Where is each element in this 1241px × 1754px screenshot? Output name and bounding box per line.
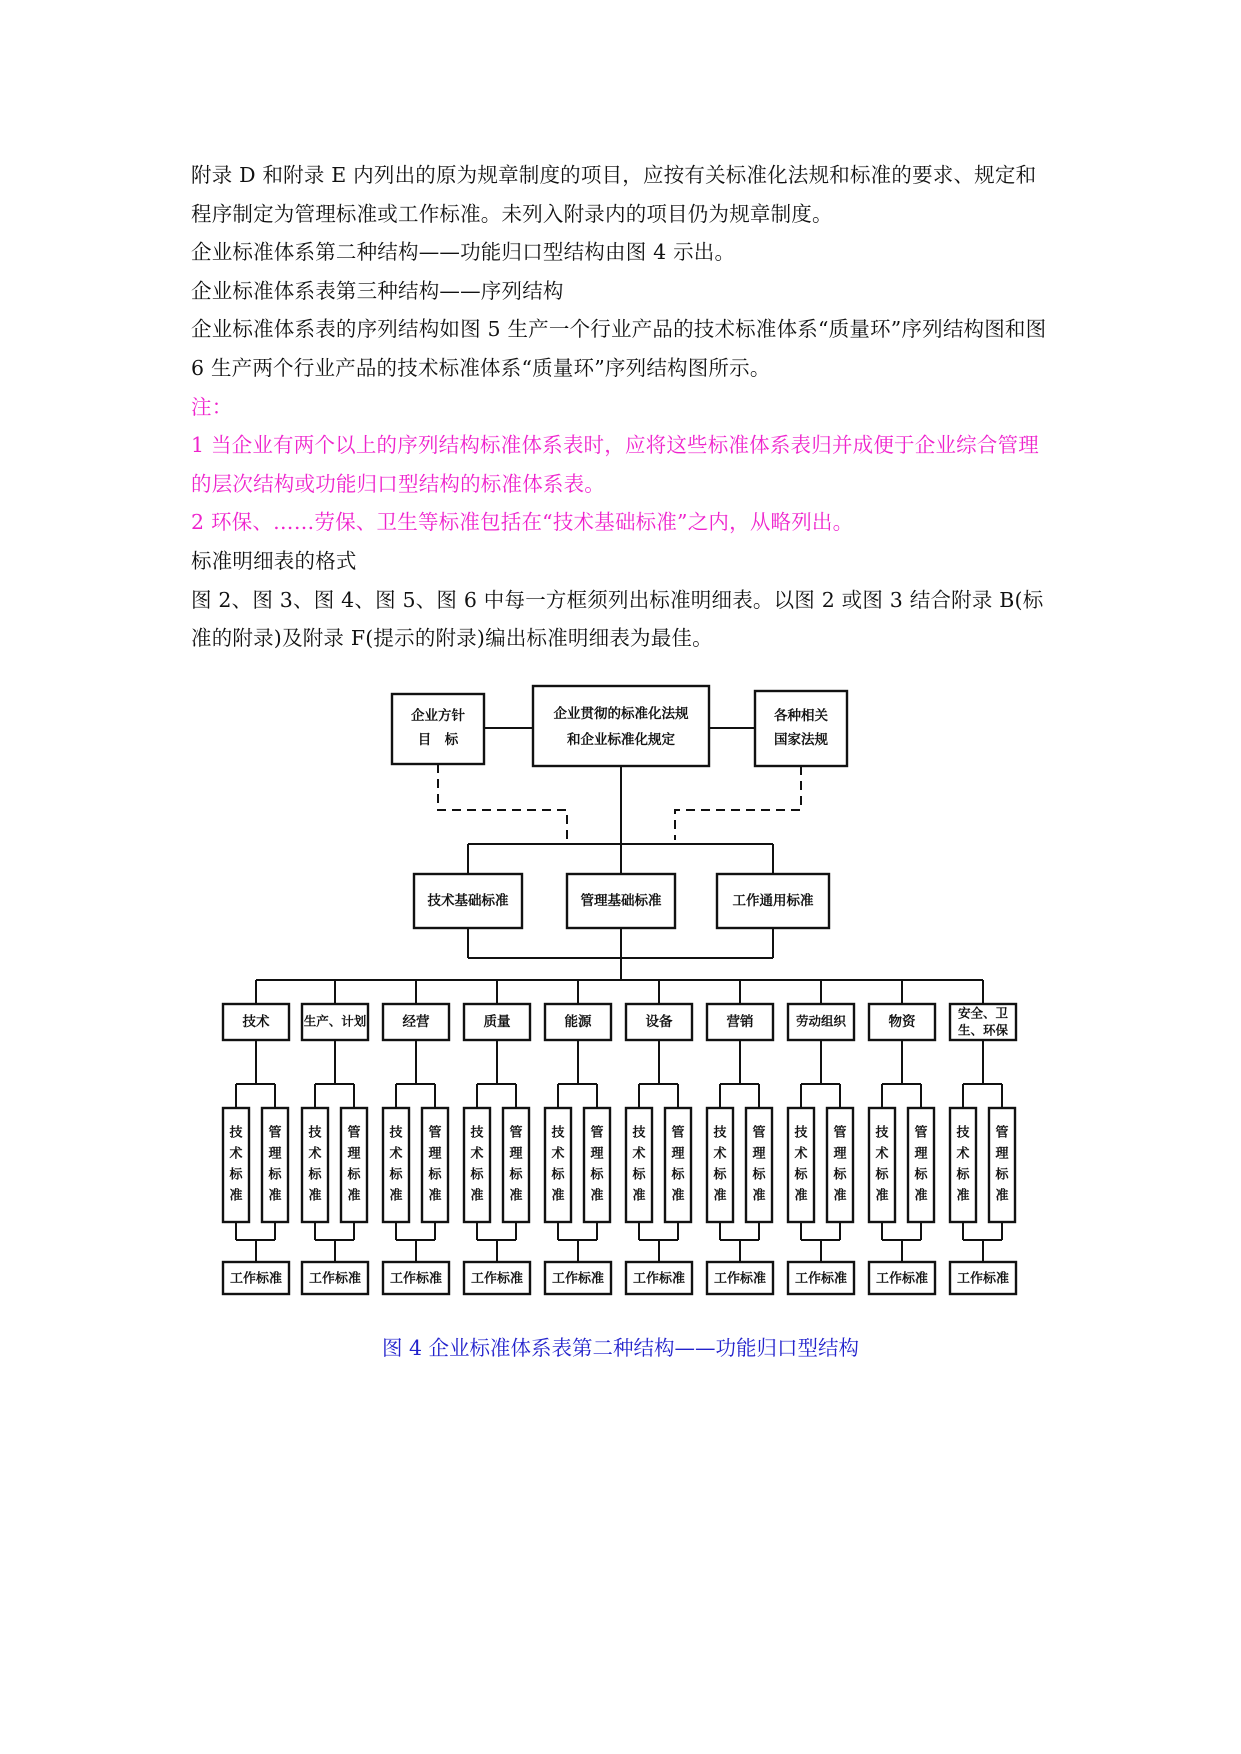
- work-standard-label-5: 工作标准: [632, 1271, 686, 1287]
- dept-label-0: 技术: [242, 1014, 270, 1030]
- mgmt-standard-char-9-1: 理: [995, 1146, 1009, 1162]
- tech-standard-char-5-0: 技: [632, 1125, 646, 1141]
- tech-standard-char-1-2: 标: [308, 1167, 322, 1183]
- paragraph-2: 企业标准体系表第三种结构——序列结构: [191, 278, 564, 303]
- tech-standard-char-8-0: 技: [875, 1125, 889, 1141]
- mgmt-standard-char-2-2: 标: [428, 1167, 442, 1183]
- mgmt-standard-char-3-0: 管: [509, 1125, 523, 1141]
- mgmt-standard-char-1-1: 理: [347, 1146, 361, 1162]
- dept-label-7: 劳动组织: [795, 1013, 847, 1029]
- tech-standard-char-5-1: 术: [632, 1146, 646, 1162]
- tech-standard-char-1-0: 技: [308, 1125, 322, 1141]
- dept-label-6: 营销: [726, 1014, 754, 1030]
- tech-standard-char-0-2: 标: [229, 1167, 243, 1183]
- mgmt-standard-char-0-1: 理: [268, 1146, 282, 1162]
- box-national-laws-line2: 国家法规: [774, 732, 828, 748]
- tech-standard-char-9-3: 准: [956, 1188, 970, 1204]
- paragraph-3: 企业标准体系表的序列结构如图 5 生产一个行业产品的技术标准体系“质量环”序列结构图和图 6 生产两个行业产品的技术标准体系“质量环”序列结构图所示。: [191, 317, 1047, 380]
- mgmt-standard-char-8-1: 理: [914, 1146, 928, 1162]
- mgmt-standard-char-9-0: 管: [995, 1125, 1009, 1141]
- tech-standard-char-4-0: 技: [551, 1125, 565, 1141]
- tech-standard-char-3-1: 术: [470, 1146, 484, 1162]
- mgmt-standard-char-8-2: 标: [914, 1167, 928, 1183]
- dept-label-9-a: 安全、卫: [957, 1005, 1009, 1021]
- mgmt-standard-char-1-3: 准: [347, 1188, 361, 1204]
- tech-standard-char-4-2: 标: [551, 1167, 565, 1183]
- dept-label-2: 经营: [402, 1014, 430, 1030]
- mgmt-standard-char-8-3: 准: [914, 1188, 928, 1204]
- dashed-link-left: [438, 764, 567, 840]
- tech-standard-char-2-0: 技: [389, 1125, 403, 1141]
- tech-standard-char-4-3: 准: [551, 1188, 565, 1204]
- mgmt-standard-char-6-3: 准: [752, 1188, 766, 1204]
- mgmt-standard-char-9-2: 标: [995, 1167, 1009, 1183]
- tech-standard-char-6-3: 准: [713, 1188, 727, 1204]
- tech-standard-char-5-2: 标: [632, 1167, 646, 1183]
- work-standard-label-4: 工作标准: [551, 1271, 605, 1287]
- tech-standard-char-0-0: 技: [229, 1125, 243, 1141]
- dept-label-1: 生产、计划: [303, 1013, 367, 1029]
- mgmt-standard-char-0-2: 标: [268, 1167, 282, 1183]
- mgmt-standard-char-6-0: 管: [752, 1125, 766, 1141]
- tech-standard-char-3-0: 技: [470, 1125, 484, 1141]
- tech-standard-char-0-1: 术: [229, 1146, 243, 1162]
- work-standard-label-9: 工作标准: [956, 1271, 1010, 1287]
- tech-standard-char-9-1: 术: [956, 1146, 970, 1162]
- work-standard-label-2: 工作标准: [389, 1271, 443, 1287]
- work-standard-label-3: 工作标准: [470, 1271, 524, 1287]
- mgmt-standard-char-6-2: 标: [752, 1167, 766, 1183]
- paragraph-8: 图 2、图 3、图 4、图 5、图 6 中每一方框须列出标准明细表。以图 2 或图 3 结合附录 B(标准的附录)及附录 F(提示的附录)编出标准明细表为最佳。: [191, 587, 1044, 651]
- mgmt-standard-char-5-1: 理: [671, 1146, 685, 1162]
- tech-standard-char-5-3: 准: [632, 1188, 646, 1204]
- mgmt-standard-char-8-0: 管: [914, 1125, 928, 1141]
- dept-label-8: 物资: [888, 1014, 916, 1030]
- tech-standard-char-9-0: 技: [956, 1125, 970, 1141]
- tech-standard-char-1-1: 术: [308, 1146, 322, 1162]
- middle-box-label-1: 管理基础标准: [580, 893, 662, 909]
- box-policy-goals-line1: 企业方针: [411, 708, 465, 724]
- mgmt-standard-char-7-3: 准: [833, 1188, 847, 1204]
- dept-label-4: 能源: [564, 1014, 592, 1030]
- mgmt-standard-char-0-3: 准: [268, 1188, 282, 1204]
- middle-box-label-0: 技术基础标准: [427, 893, 509, 909]
- tech-standard-char-1-3: 准: [308, 1188, 322, 1204]
- tech-standard-char-3-2: 标: [470, 1167, 484, 1183]
- paragraph-6: 2 环保、……劳保、卫生等标准包括在“技术基础标准”之内，从略列出。: [191, 510, 854, 535]
- tech-standard-char-6-2: 标: [713, 1167, 727, 1183]
- mgmt-standard-char-2-3: 准: [428, 1188, 442, 1204]
- tech-standard-char-2-2: 标: [389, 1167, 403, 1183]
- tech-standard-char-6-1: 术: [713, 1146, 727, 1162]
- tech-standard-char-7-2: 标: [794, 1167, 808, 1183]
- tech-standard-char-7-1: 术: [794, 1146, 808, 1162]
- tech-standard-char-8-2: 标: [875, 1167, 889, 1183]
- box-policy-goals: [392, 694, 484, 764]
- tech-standard-char-8-1: 术: [875, 1146, 889, 1162]
- box-national-laws: [755, 691, 847, 766]
- tech-standard-char-0-3: 准: [229, 1188, 243, 1204]
- mgmt-standard-char-9-3: 准: [995, 1188, 1009, 1204]
- mgmt-standard-char-3-2: 标: [509, 1167, 523, 1183]
- tech-standard-char-9-2: 标: [956, 1167, 970, 1183]
- middle-box-label-2: 工作通用标准: [732, 893, 814, 909]
- mgmt-standard-char-4-0: 管: [590, 1125, 604, 1141]
- work-standard-label-6: 工作标准: [713, 1271, 767, 1287]
- work-standard-label-7: 工作标准: [794, 1271, 848, 1287]
- mgmt-standard-char-2-0: 管: [428, 1125, 442, 1141]
- mgmt-standard-char-1-2: 标: [347, 1167, 361, 1183]
- work-standard-label-8: 工作标准: [875, 1271, 929, 1287]
- mgmt-standard-char-7-0: 管: [833, 1125, 847, 1141]
- paragraph-1: 企业标准体系第二种结构——功能归口型结构由图 4 示出。: [191, 240, 736, 265]
- dept-label-3: 质量: [483, 1014, 511, 1030]
- mgmt-standard-char-2-1: 理: [428, 1146, 442, 1162]
- tech-standard-char-8-3: 准: [875, 1188, 889, 1204]
- mgmt-standard-char-4-3: 准: [590, 1188, 604, 1204]
- mgmt-standard-char-4-2: 标: [590, 1167, 604, 1183]
- work-standard-label-0: 工作标准: [229, 1271, 283, 1287]
- paragraph-4: 注：: [191, 394, 233, 419]
- paragraph-0: 附录 D 和附录 E 内列出的原为规章制度的项目，应按有关标准化法规和标准的要求、规定和程序制定为管理标准或工作标准。未列入附录内的项目仍为规章制度。: [191, 163, 1037, 226]
- box-policy-goals-line2: 目 标: [417, 732, 459, 748]
- mgmt-standard-char-5-3: 准: [671, 1188, 685, 1204]
- tech-standard-char-3-3: 准: [470, 1188, 484, 1204]
- mgmt-standard-char-5-0: 管: [671, 1125, 685, 1141]
- tech-standard-char-6-0: 技: [713, 1125, 727, 1141]
- mgmt-standard-char-3-1: 理: [509, 1146, 523, 1162]
- mgmt-standard-char-7-1: 理: [833, 1146, 847, 1162]
- mgmt-standard-char-7-2: 标: [833, 1167, 847, 1183]
- paragraph-5: 1 当企业有两个以上的序列结构标准体系表时，应将这些标准体系表归并成便于企业综合管理的层次结构或功能归口型结构的标准体系表。: [191, 433, 1039, 496]
- mgmt-standard-char-5-2: 标: [671, 1167, 685, 1183]
- work-standard-label-1: 工作标准: [308, 1271, 362, 1287]
- mgmt-standard-char-6-1: 理: [752, 1146, 766, 1162]
- tech-standard-char-2-3: 准: [389, 1188, 403, 1204]
- dept-label-5: 设备: [645, 1014, 673, 1030]
- mgmt-standard-char-0-0: 管: [268, 1125, 282, 1141]
- dashed-link-right: [675, 766, 801, 840]
- box-regulations: [533, 686, 709, 766]
- tech-standard-char-2-1: 术: [389, 1146, 403, 1162]
- box-regulations-line2: 和企业标准化规定: [567, 732, 675, 748]
- box-national-laws-line1: 各种相关: [774, 708, 828, 724]
- dept-label-9-b: 生、环保: [957, 1022, 1009, 1038]
- mgmt-standard-char-1-0: 管: [347, 1125, 361, 1141]
- paragraph-7: 标准明细表的格式: [191, 548, 357, 573]
- mgmt-standard-char-4-1: 理: [590, 1146, 604, 1162]
- mgmt-standard-char-3-3: 准: [509, 1188, 523, 1204]
- tech-standard-char-7-0: 技: [794, 1125, 808, 1141]
- tech-standard-char-4-1: 术: [551, 1146, 565, 1162]
- box-regulations-line1: 企业贯彻的标准化法规: [553, 706, 689, 722]
- figure-caption: 图 4 企业标准体系表第二种结构——功能归口型结构: [381, 1336, 860, 1360]
- tech-standard-char-7-3: 准: [794, 1188, 808, 1204]
